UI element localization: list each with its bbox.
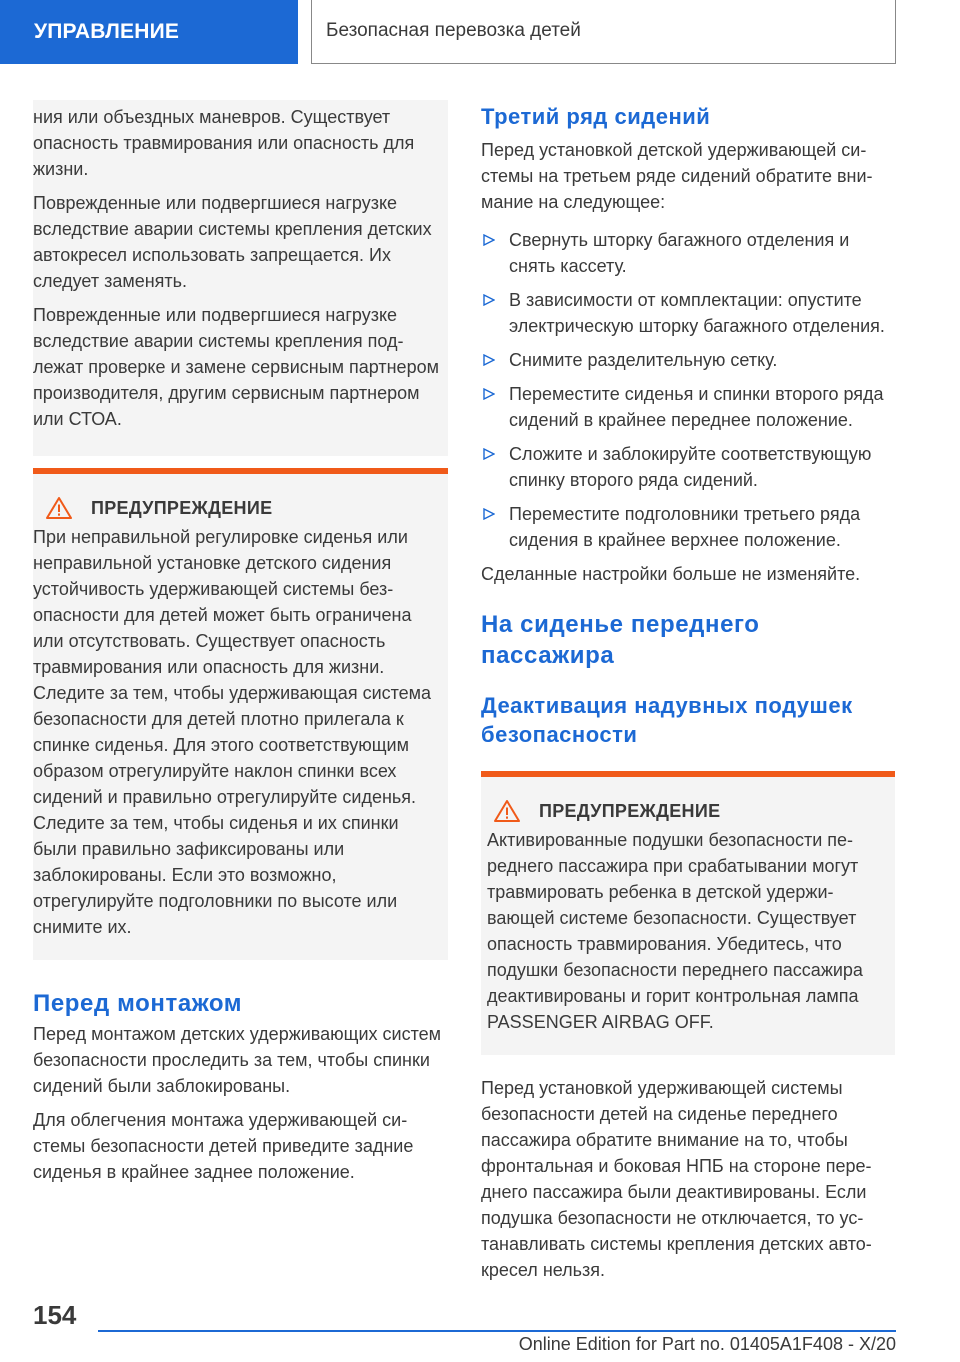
list-item bbox=[481, 441, 895, 493]
warning-box bbox=[33, 468, 448, 960]
step-text: Снимите разделительную сетку. bbox=[509, 350, 778, 370]
step-triangle-icon bbox=[483, 294, 495, 306]
warning-paragraph: Поврежденные или подвергшиеся нагрузке вследствие аварии системы крепления детских автокресел использовать запрещается. Их следует заменять. bbox=[33, 193, 432, 291]
step-text: Переместите подголовники третьего ряда сидения в крайнее верхнее положение. bbox=[509, 504, 861, 550]
warning-triangle-icon bbox=[493, 799, 521, 823]
step-triangle-icon bbox=[483, 234, 495, 246]
warning-header bbox=[481, 799, 887, 823]
footer-edition-text: Online Edition for Part no. 01405A1F408 - X/20 bbox=[518, 1334, 896, 1354]
list-item bbox=[481, 501, 895, 553]
step-text: В зависимости от комплектации: опустите электрическую шторку багажного отделения. bbox=[509, 290, 885, 336]
warning-header bbox=[33, 496, 440, 520]
body-paragraph: Для облегчения монтажа удерживающей системы безопасности детей приведите задние сиденья в крайнее заднее положение. bbox=[33, 1110, 414, 1182]
list-item bbox=[481, 227, 895, 279]
step-triangle-icon bbox=[483, 508, 495, 520]
step-triangle-icon bbox=[483, 354, 495, 366]
right-column bbox=[481, 100, 895, 1291]
warning-title: ПРЕДУПРЕЖДЕНИЕ bbox=[539, 800, 721, 821]
section-title-before-mounting: Перед монтажом bbox=[33, 990, 243, 1017]
step-triangle-icon bbox=[483, 448, 495, 460]
left-column bbox=[33, 100, 448, 1193]
list-item bbox=[481, 287, 895, 339]
step-list bbox=[481, 227, 895, 553]
body-paragraph: Перед монтажом детских удерживающих систем безопасности проследить за тем, чтобы спинки сидений были заблокированы. bbox=[33, 1024, 442, 1096]
section-title-third-row: Третий ряд сидений bbox=[481, 104, 711, 129]
chapter-tab[interactable]: УПРАВЛЕНИЕ bbox=[0, 0, 298, 64]
step-triangle-icon bbox=[483, 388, 495, 400]
section-title-front-passenger: На сиденье переднего пассажира bbox=[481, 611, 760, 669]
body-paragraph: Перед установкой детской удерживающей системы на третьем ряде сидений обратите внимание на следующее: bbox=[481, 140, 873, 212]
list-item bbox=[481, 347, 895, 373]
warning-triangle-icon bbox=[45, 496, 73, 520]
page-number: 154 bbox=[33, 1300, 77, 1330]
warning-title: ПРЕДУПРЕЖДЕНИЕ bbox=[91, 497, 273, 518]
page-header-box bbox=[311, 0, 896, 64]
step-text: Переместите сиденья и спинки второго ряда сидений в крайнее переднее положение. bbox=[509, 384, 884, 430]
warning-text: При неправильной регулировке сиденья или неправильной установке детского сидения устойчивость удерживающей системы безопасности для детей может быть ограничена или отсутствовать. Существует опасность травмирования или опасность для жизни. Следите за тем, чтобы удерживающая система безопасности для детей плотно прилегала к спинке сиденья. Для этого соответствующим образом отрегулируйте наклон спинки всех сидений и правильно отрегулируйте сиденья. Следите за тем, чтобы сиденья и их спинки были правильно зафиксированы или заблокированы. Если это возможно, отрегулируйте подголовники по высоте или снимите их. bbox=[33, 527, 432, 937]
list-item bbox=[481, 381, 895, 433]
subsection-title-airbag-deactivation: Деактивация надувных подушек безопасности bbox=[481, 693, 853, 747]
page-header-title: Безопасная перевозка детей bbox=[326, 20, 581, 41]
continued-warning-box bbox=[33, 100, 448, 456]
warning-continued-text: ния или объездных маневров. Существует опасность травмирования или опасность для жизни. bbox=[33, 107, 415, 179]
body-paragraph: Сделанные настройки больше не изменяйте. bbox=[481, 564, 861, 584]
warning-box bbox=[481, 771, 895, 1055]
step-text: Сложите и заблокируйте соответствующую спинку второго ряда сидений. bbox=[509, 444, 872, 490]
footer-divider bbox=[98, 1330, 896, 1332]
step-text: Свернуть шторку багажного отделения и снять кассету. bbox=[509, 230, 850, 276]
warning-paragraph: Поврежденные или подвергшиеся нагрузке вследствие аварии системы крепления подлежат проверке и замене сервисным партнером производителя, другим сервисным партнером или СТОА. bbox=[33, 305, 439, 429]
body-paragraph: Перед установкой удерживающей системы безопасности детей на сиденье переднего пассажира обратите внимание на то, чтобы фронтальная и боковая НПБ на стороне переднего пассажира были деактивированы. Если подушка безопасности не отключается, то устанавливать системы крепления детских автокресел нельзя. bbox=[481, 1078, 872, 1280]
warning-text: Активированные подушки безопасности переднего пассажира при срабатывании могут травмировать ребенка в детской удерживающей системе безопасности. Существует опасность травмирования. Убедитесь, что подушки безопасности переднего пассажира деактивированы и горит контрольная лампа PASSENGER AIRBAG OFF. bbox=[487, 830, 863, 1032]
